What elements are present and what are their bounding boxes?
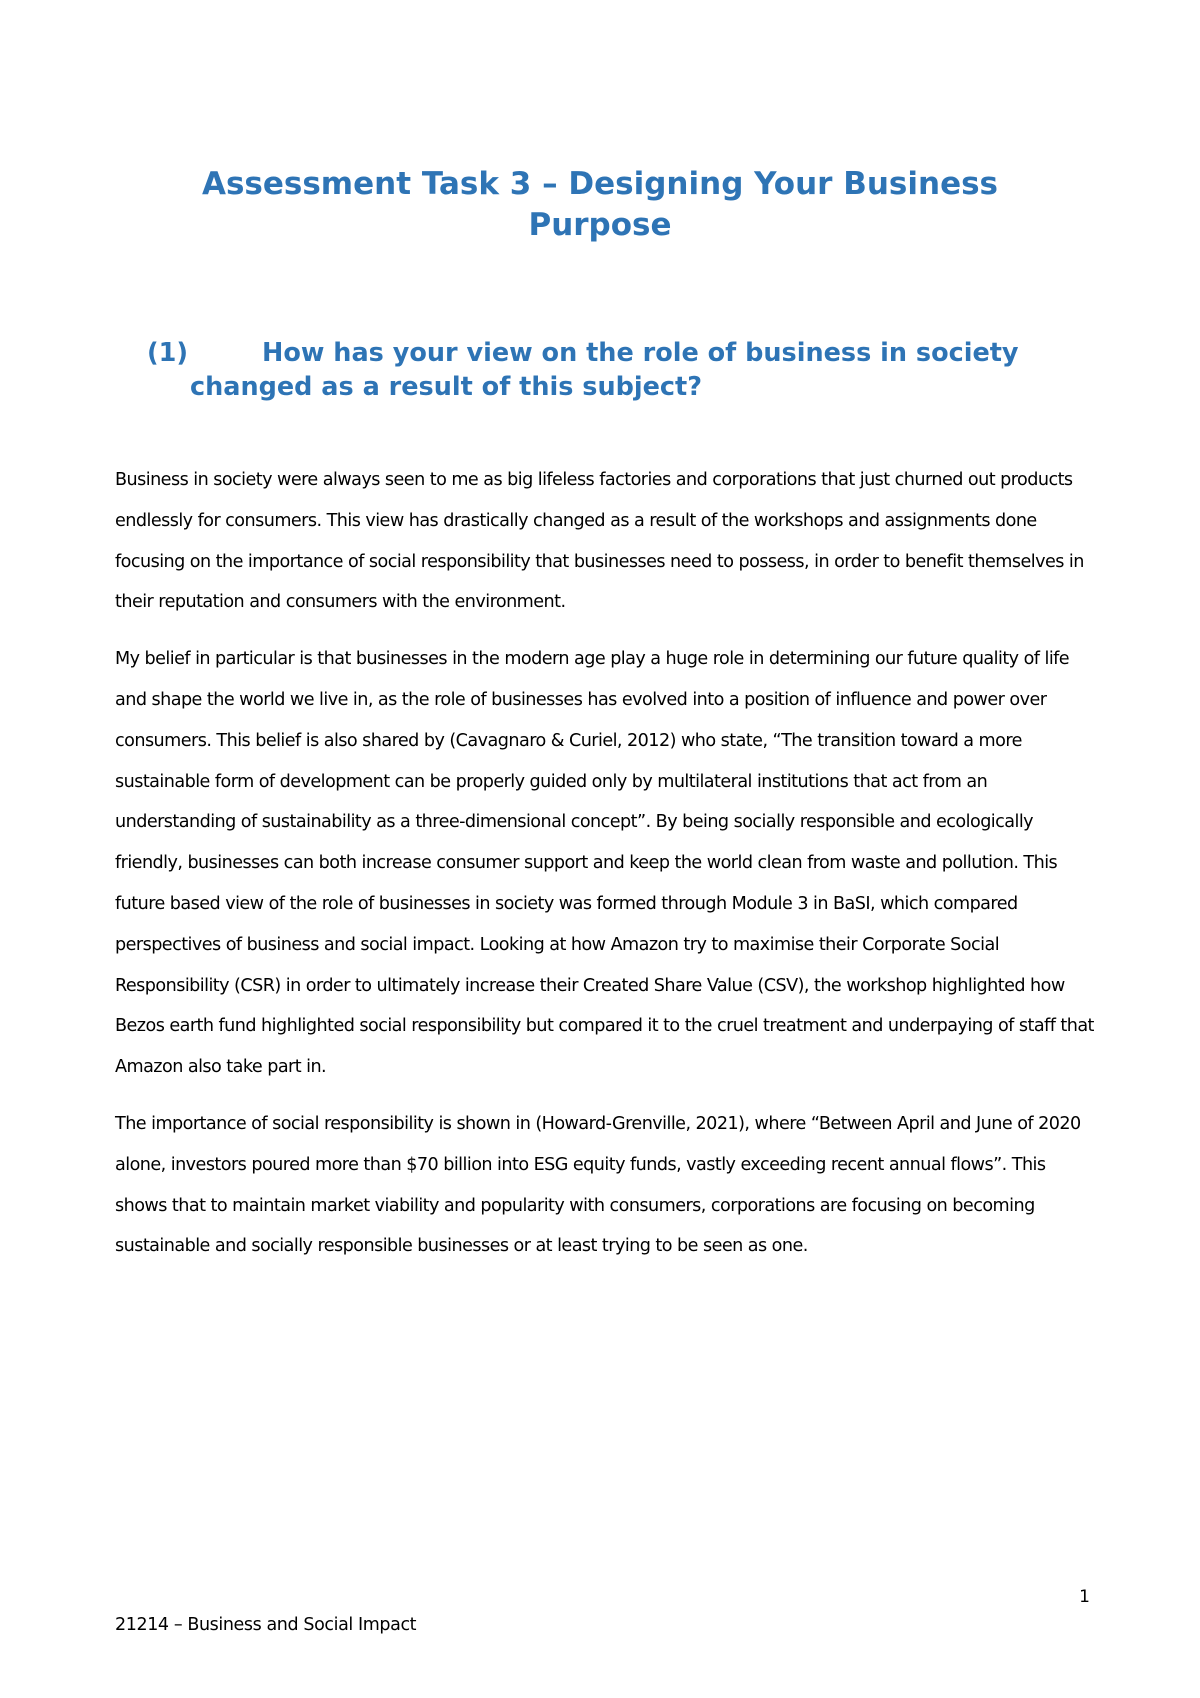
paragraph-1: Business in society were always seen to me as big lifeless factories and corporations that just churned out products endlessly for consumers. This view has drastically changed as a result of the workshops and assignments done focusing on the importance of social responsibility that businesses need to possess, in order to benefit themselves in their reputation and consumers with the environment. — [115, 470, 1084, 613]
document-title: Assessment Task 3 – Designing Your Business Purpose — [201, 166, 998, 243]
paragraph-2: My belief in particular is that businesses in the modern age play a huge role in determining our future quality of life and shape the world we live in, as the role of businesses has evolved into a position of influence and power over consumers. This belief is also shared by (Cavagnaro & Curiel, 2012) who state, “The transition toward a more sustainable form of development can be properly guided only by multilateral institutions that act from an understanding of sustainability as a three-dimensional concept”. By being socially responsible and ecologically friendly, businesses can both increase consumer support and keep the world clean from waste and pollution. This future based view of the role of businesses in society was formed through Module 3 in BaSI, which compared perspectives of business and social impact. Looking at how Amazon try to maximise their Corporate Social Responsibility (CSR) in order to ultimately increase their Created Share Value (CSV), the workshop highlighted how Bezos earth fund highlighted social responsibility but compared it to the cruel treatment and underpaying of staff that Amazon also take part in. — [115, 649, 1094, 1078]
question-text-line1: How has your view on the role of business in society — [262, 338, 1019, 368]
body-text — [115, 460, 1100, 1283]
question-text-line2: changed as a result of this subject? — [190, 372, 703, 402]
paragraph-3: The importance of social responsibility is shown in (Howard-Grenville, 2021), where “Between April and June of 2020 alone, investors poured more than $70 billion into ESG equity funds, vastly exceeding recent annual flows”. This shows that to maintain market viability and popularity with consumers, corporations are focusing on becoming sustainable and socially responsible businesses or at least trying to be seen as one. — [115, 1113, 1081, 1257]
question-number: (1) — [147, 338, 189, 368]
page-number: 1 — [1079, 1587, 1090, 1607]
footer-text: 21214 – Business and Social Impact — [115, 1615, 417, 1635]
question-heading — [147, 336, 1097, 404]
